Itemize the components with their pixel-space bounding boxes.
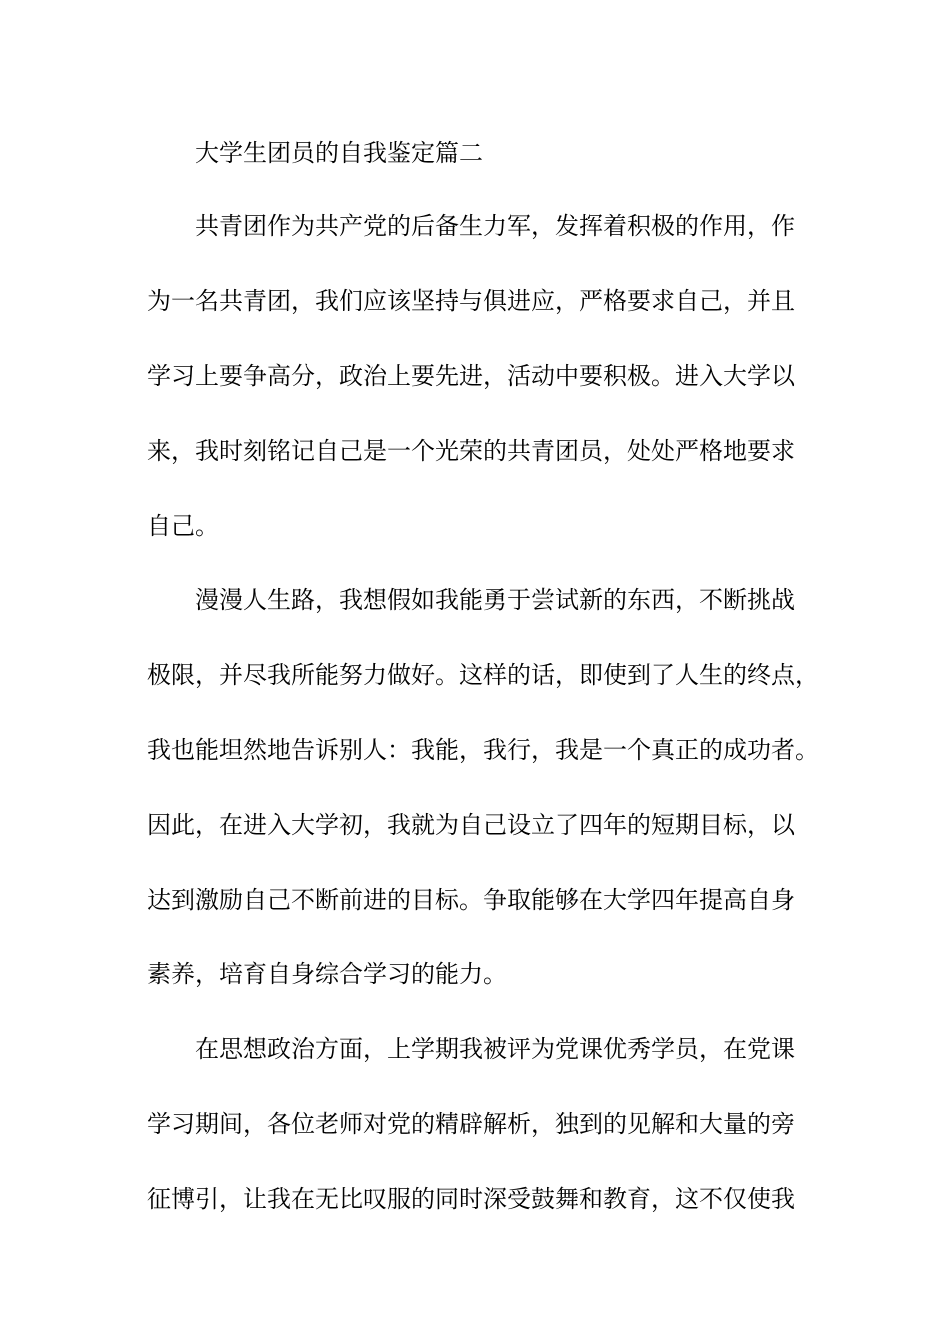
paragraph-line: 学习上要争高分，政治上要先进，活动中要积极。进入大学以 [147,362,795,390]
paragraph-line: 素养，培育自身综合学习的能力。 [147,960,507,988]
paragraph-line: 达到激励自己不断前进的目标。争取能够在大学四年提高自身 [147,886,795,914]
paragraph-line: 漫漫人生路，我想假如我能勇于尝试新的东西，不断挑战 [195,586,795,614]
paragraph-line: 共青团作为共产党的后备生力军，发挥着积极的作用，作 [195,212,795,240]
paragraph-line: 征博引，让我在无比叹服的同时深受鼓舞和教育，这不仅使我 [147,1185,795,1213]
paragraph-line: 自己。 [147,512,219,540]
document-title: 大学生团员的自我鉴定篇二 [195,139,483,167]
paragraph-line: 来，我时刻铭记自己是一个光荣的共青团员，处处严格地要求 [147,437,795,465]
paragraph-line: 为一名共青团，我们应该坚持与俱进应，严格要求自己，并且 [147,287,795,315]
paragraph-line: 我也能坦然地告诉别人：我能，我行，我是一个真正的成功者。 [147,736,819,764]
paragraph-line: 极限，并尽我所能努力做好。这样的话，即使到了人生的终点， [147,661,819,689]
paragraph-line: 在思想政治方面，上学期我被评为党课优秀学员，在党课 [195,1035,795,1063]
paragraph-line: 因此，在进入大学初，我就为自己设立了四年的短期目标，以 [147,811,795,839]
paragraph-line: 学习期间，各位老师对党的精辟解析，独到的见解和大量的旁 [147,1110,795,1138]
